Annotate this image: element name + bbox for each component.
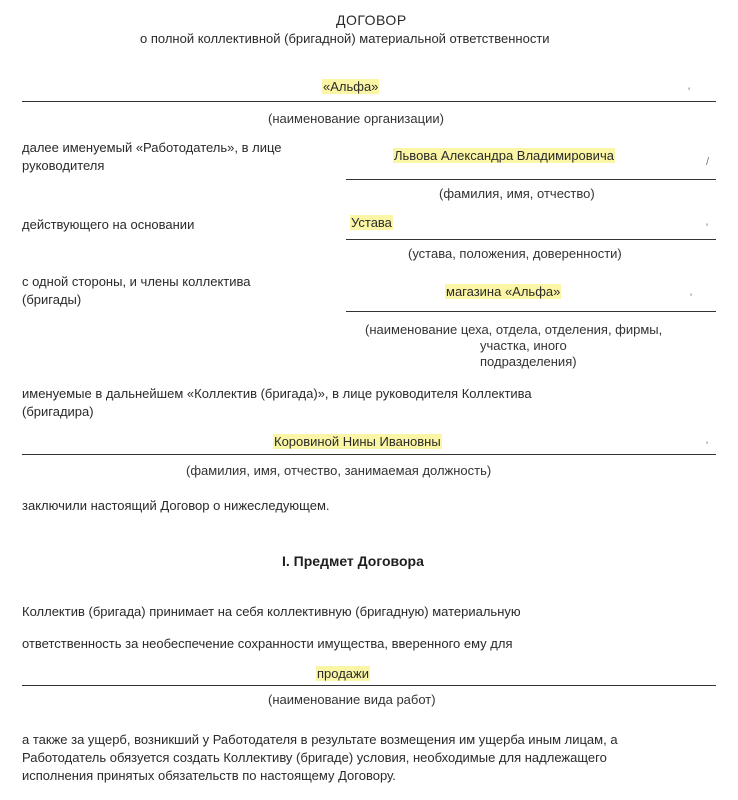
- section-line2: ответственность за необеспечение сохранности имущества, вверенного ему для: [22, 636, 513, 651]
- brigadier-label-line2: (бригадира): [22, 404, 94, 419]
- work-type-underline: [22, 685, 716, 686]
- organization-value: «Альфа»: [323, 79, 379, 94]
- edit-mark-icon: ': [690, 292, 693, 304]
- brigadier-caption: (фамилия, имя, отчество, занимаемая должность): [186, 463, 492, 478]
- section-para-line3: исполнения принятых обязательств по настоящему Договору.: [22, 768, 396, 783]
- employer-value: Львова Александра Владимировича: [394, 148, 614, 163]
- section-heading: I. Предмет Договора: [282, 553, 424, 569]
- team-label-line1: с одной стороны, и члены коллектива: [22, 274, 251, 289]
- basis-label: действующего на основании: [22, 217, 195, 232]
- edit-mark-icon: ': [688, 86, 691, 98]
- team-label-line2: (бригады): [22, 292, 82, 307]
- edit-mark-icon: ': [706, 440, 709, 452]
- employer-underline: [346, 179, 716, 180]
- work-type-caption: (наименование вида работ): [268, 692, 436, 707]
- employer-label-line1: далее именуемый «Работодатель», в лице: [22, 140, 282, 155]
- brigadier-label-line1: именуемые в дальнейшем «Коллектив (бригада)», в лице руководителя Коллектива: [22, 386, 532, 401]
- section-para-line2: Работодатель обязуется создать Коллективу (бригаде) условия, необходимые для надлежащего: [22, 750, 607, 765]
- section-line1: Коллектив (бригада) принимает на себя коллективную (бригадную) материальную: [22, 604, 521, 619]
- brigadier-underline: [22, 454, 716, 455]
- section-para-line1: а также за ущерб, возникший у Работодателя в результате возмещения им ущерба иным лицам, а: [22, 732, 618, 747]
- organization-underline: [22, 101, 716, 102]
- basis-value: Устава: [351, 215, 392, 230]
- document-subtitle: о полной коллективной (бригадной) материальной ответственности: [140, 31, 550, 46]
- concluded-text: заключили настоящий Договор о нижеследующем.: [22, 498, 330, 513]
- organization-caption: (наименование организации): [268, 111, 444, 126]
- employer-caption: (фамилия, имя, отчество): [439, 186, 595, 201]
- edit-mark-icon: /: [706, 156, 710, 168]
- basis-caption: (устава, положения, доверенности): [408, 246, 622, 261]
- team-unit-caption-line3: подразделения): [480, 354, 577, 369]
- employer-label-line2: руководителя: [22, 158, 105, 173]
- work-type-value: продажи: [317, 666, 369, 681]
- team-unit-value: магазина «Альфа»: [446, 284, 561, 299]
- basis-underline: [346, 239, 716, 240]
- team-unit-caption-line2: участка, иного: [480, 338, 567, 353]
- document-title: ДОГОВОР: [336, 12, 407, 28]
- brigadier-value: Коровиной Нины Ивановны: [274, 434, 441, 449]
- team-unit-underline: [346, 311, 716, 312]
- team-unit-caption-line1: (наименование цеха, отдела, отделения, фирмы,: [365, 322, 663, 337]
- edit-mark-icon: ': [706, 222, 709, 234]
